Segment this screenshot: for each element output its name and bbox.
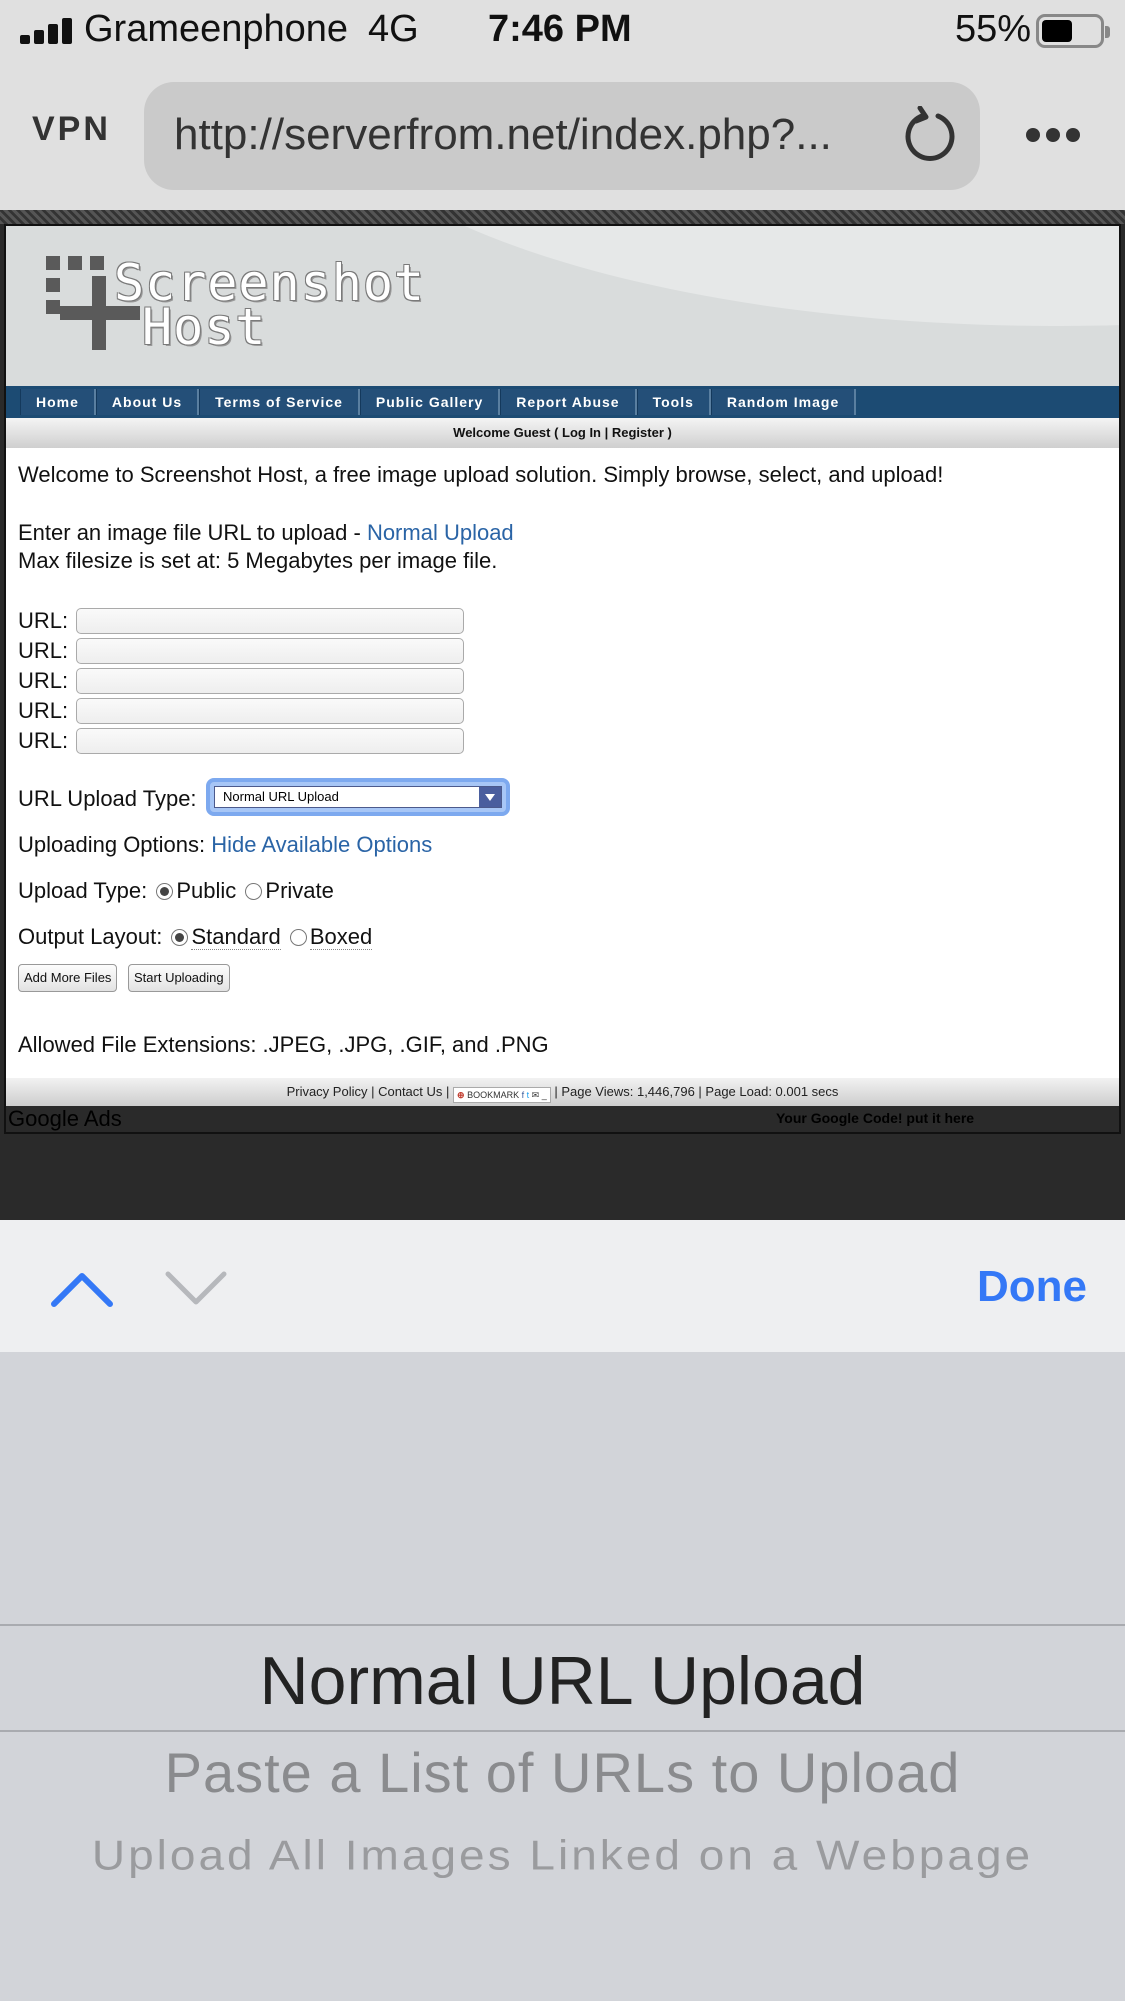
address-bar-url[interactable]: http://serverfrom.net/index.php?... — [174, 110, 832, 159]
url-label-2: URL: — [18, 638, 69, 663]
nav-tools[interactable]: Tools — [637, 389, 711, 415]
hide-options-link[interactable]: Hide Available Options — [211, 832, 433, 857]
vpn-indicator[interactable]: VPN — [32, 110, 111, 148]
page-load: Page Load: 0.001 secs — [705, 1084, 839, 1099]
upload-type-label: Upload Type: — [18, 878, 148, 903]
battery-percentage: 55% — [955, 8, 1032, 50]
welcome-bar[interactable]: Welcome Guest ( Log In | Register ) — [6, 418, 1119, 448]
url-upload-type-label: URL Upload Type: — [18, 786, 197, 811]
url-upload-type-value: Normal URL Upload — [223, 789, 339, 804]
logo-text-host: Host — [142, 298, 267, 356]
site-logo[interactable] — [34, 250, 426, 360]
network-type: 4G — [368, 8, 419, 50]
url-label-1: URL: — [18, 608, 69, 633]
cellular-signal-icon — [20, 18, 74, 44]
intro-text: Welcome to Screenshot Host, a free image upload solution. Simply browse, select, and upload! — [18, 462, 944, 487]
status-time: 7:46 PM — [488, 8, 632, 50]
start-uploading-button[interactable]: Start Uploading — [128, 964, 230, 992]
contact-us-link[interactable]: Contact Us — [378, 1084, 443, 1099]
output-layout-standard-label[interactable]: Standard — [191, 924, 281, 949]
site-footer: Privacy Policy | Contact Us | ⊕ BOOKMARK f t ✉ _ | Page Views: 1,446,796 | Page Load: 0.001 secs — [6, 1078, 1119, 1106]
output-layout-boxed-radio[interactable] — [290, 929, 307, 946]
site-header — [6, 226, 1119, 386]
enter-url-text: Enter an image file URL to upload - Normal Upload — [18, 520, 514, 545]
page-top-stripe — [0, 210, 1125, 224]
form-accessory-bar — [0, 1220, 1125, 1352]
google-ads-label: Google Ads — [8, 1106, 122, 1131]
nav-home[interactable]: Home — [20, 389, 96, 415]
site-nav — [6, 386, 1119, 418]
nav-about-us[interactable]: About Us — [96, 389, 199, 415]
battery-icon — [1036, 14, 1104, 48]
ads-bar — [6, 1106, 1119, 1132]
upload-type-private-radio[interactable] — [245, 883, 262, 900]
carrier-name: Grameenphone — [84, 8, 349, 50]
add-more-files-button[interactable]: Add More Files — [18, 964, 117, 992]
allowed-extensions-text: Allowed File Extensions: .JPEG, .JPG, .GIF, and .PNG — [18, 1032, 549, 1057]
nav-report-abuse[interactable]: Report Abuse — [500, 389, 636, 415]
site-container — [4, 224, 1121, 1134]
url-input-2[interactable] — [76, 638, 464, 664]
upload-type-public-radio[interactable] — [156, 883, 173, 900]
privacy-policy-link[interactable]: Privacy Policy — [286, 1084, 368, 1099]
status-bar — [0, 0, 1125, 62]
url-label-3: URL: — [18, 668, 69, 693]
upload-type-private-label[interactable]: Private — [265, 878, 334, 903]
chevron-down-icon[interactable] — [479, 787, 501, 807]
reload-icon[interactable] — [900, 106, 960, 166]
page-views: Page Views: 1,446,796 — [561, 1084, 695, 1099]
picker-option-paste-list[interactable]: Paste a List of URLs to Upload — [164, 1741, 961, 1804]
normal-upload-link[interactable]: Normal Upload — [366, 520, 514, 545]
bookmark-widget[interactable]: ⊕ BOOKMARK f t ✉ _ — [453, 1087, 551, 1103]
logo-text-screenshot: Screenshot — [114, 254, 426, 312]
browser-toolbar — [0, 62, 1125, 210]
nav-random-image[interactable]: Random Image — [711, 389, 856, 415]
web-content — [0, 210, 1125, 1220]
header-swoosh — [306, 226, 1119, 326]
address-bar[interactable] — [144, 82, 980, 190]
nav-terms-of-service[interactable]: Terms of Service — [199, 389, 360, 415]
output-layout-label: Output Layout: — [18, 924, 163, 949]
output-layout-standard-radio[interactable] — [171, 929, 188, 946]
done-button[interactable]: Done — [977, 1262, 1087, 1311]
chevron-up-icon[interactable] — [50, 1270, 114, 1308]
picker-option-normal-url-upload[interactable]: Normal URL Upload — [259, 1643, 866, 1719]
url-label-5: URL: — [18, 728, 69, 753]
url-label-4: URL: — [18, 698, 69, 723]
upload-type-row — [18, 878, 334, 904]
picker-option-upload-all-linked[interactable]: Upload All Images Linked on a Webpage — [91, 1831, 1034, 1879]
output-layout-row — [18, 924, 372, 950]
url-input-4[interactable] — [76, 698, 464, 724]
chevron-down-icon[interactable] — [164, 1270, 228, 1308]
output-layout-boxed-label[interactable]: Boxed — [309, 924, 373, 949]
upload-type-public-label[interactable]: Public — [176, 878, 237, 903]
nav-public-gallery[interactable]: Public Gallery — [360, 389, 500, 415]
uploading-options-row: Uploading Options: Hide Available Options — [18, 832, 433, 857]
url-input-3[interactable] — [76, 668, 464, 694]
google-ads-code: Your Google Code! put it here — [776, 1110, 975, 1126]
url-input-1[interactable] — [76, 608, 464, 634]
upload-form — [6, 448, 1119, 1070]
picker-wheel[interactable] — [0, 1352, 1125, 2001]
url-upload-type-select[interactable] — [206, 778, 510, 816]
url-input-5[interactable] — [76, 728, 464, 754]
more-icon[interactable] — [1022, 128, 1082, 144]
max-filesize-text: Max filesize is set at: 5 Megabytes per image file. — [18, 548, 498, 573]
